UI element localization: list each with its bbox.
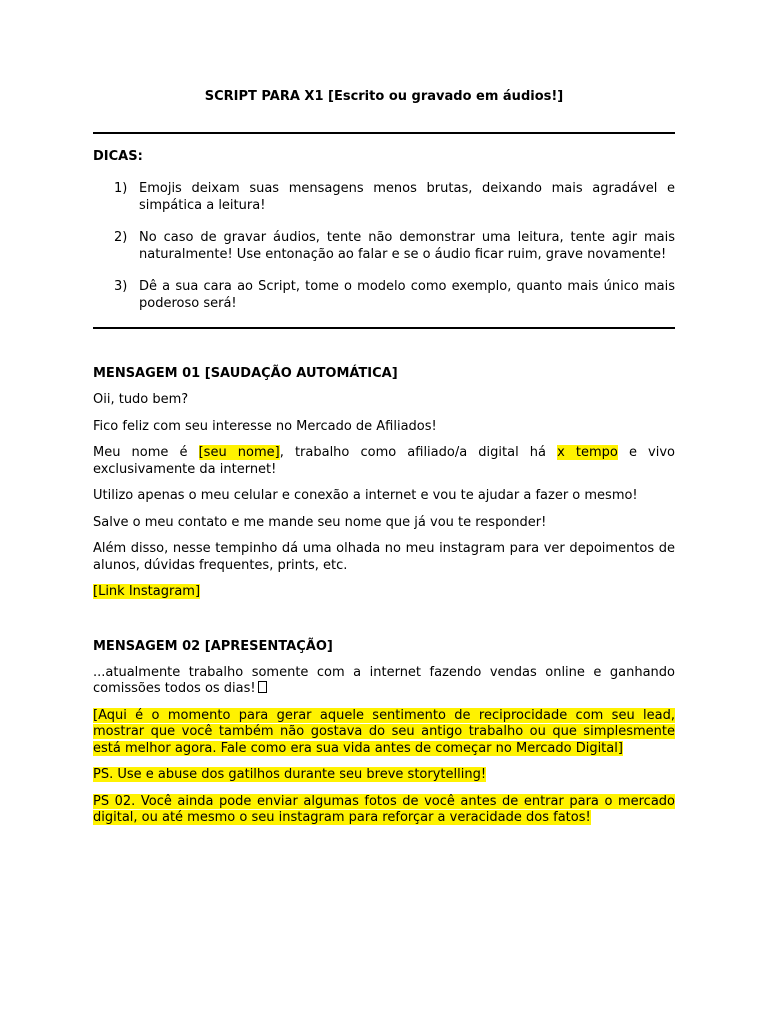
message-02-line [93, 665, 675, 698]
note-text: PS 02. Você ainda pode enviar algumas fotos de você antes de entrar para o mercado digital, ou até mesmo o seu instagram para reforçar a veracidade dos fatos! [93, 793, 675, 825]
message-02-heading: MENSAGEM 02 [APRESENTAÇÃO] [93, 638, 333, 654]
message-01-line: Além disso, nesse tempinho dá uma olhada no meu instagram para ver depoimentos de alunos, dúvidas frequentes, prints, etc. [93, 541, 675, 573]
message-01-line: Utilizo apenas o meu celular e conexão a internet e vou te ajudar a fazer o mesmo! [93, 488, 638, 503]
message-01-intro [93, 445, 675, 478]
intro-text: , trabalho como afiliado/a digital há [279, 445, 558, 460]
tips-list [93, 181, 675, 312]
tip-text: No caso de gravar áudios, tente não demonstrar uma leitura, tente agir mais naturalmente! Use entonação ao falar e se o áudio ficar ruim, grave novamente! [139, 230, 675, 262]
tip-text: Emojis deixam suas mensagens menos brutas, deixando mais agradável e simpática a leitura! [139, 181, 675, 213]
tip-item [93, 279, 675, 312]
tip-item [93, 230, 675, 263]
document-body [93, 88, 675, 827]
tip-item [93, 181, 675, 214]
message-01-link [93, 584, 675, 601]
document-title: SCRIPT PARA X1 [Escrito ou gravado em áudios!] [204, 89, 564, 104]
message-02-text: ...atualmente trabalho somente com a internet fazendo vendas online e ganhando comissões todos os dias! [93, 664, 675, 696]
tip-number: 1) [114, 181, 128, 196]
message-02-note [93, 794, 675, 827]
divider-bottom [93, 327, 675, 329]
intro-text: e vivo exclusivamente da internet! [93, 445, 676, 477]
message-01-heading: MENSAGEM 01 [SAUDAÇÃO AUTOMÁTICA] [93, 366, 398, 381]
note-text: PS. Use e abuse dos gatilhos durante seu breve storytelling! [93, 767, 487, 782]
intro-text: Meu nome é [93, 445, 199, 460]
divider-top [93, 132, 675, 134]
tip-text: Dê a sua cara ao Script, tome o modelo como exemplo, quanto mais único mais poderoso será! [139, 279, 675, 311]
placeholder-name: [seu nome] [198, 445, 280, 460]
message-02-note [93, 767, 675, 784]
missing-emoji-icon [258, 681, 267, 693]
message-02-note [93, 708, 675, 758]
placeholder-time: x tempo [557, 445, 618, 460]
message-01-greeting: Oii, tudo bem? [93, 392, 189, 407]
message-01-line: Salve o meu contato e me mande seu nome que já vou te responder! [93, 514, 547, 530]
note-text: [Aqui é o momento para gerar aquele sentimento de reciprocidade com seu lead, mostrar que você também não gostava do seu antigo trabalho ou que simplesmente está melhor agora. Fale como era sua vida antes de começar no Mercado Digital] [93, 707, 675, 756]
message-01-line: Fico feliz com seu interesse no Mercado de Afiliados! [93, 418, 437, 434]
placeholder-instagram-link: [Link Instagram] [93, 584, 201, 599]
tips-heading: DICAS: [93, 149, 143, 164]
tip-number: 2) [114, 230, 128, 245]
tip-number: 3) [114, 279, 128, 294]
